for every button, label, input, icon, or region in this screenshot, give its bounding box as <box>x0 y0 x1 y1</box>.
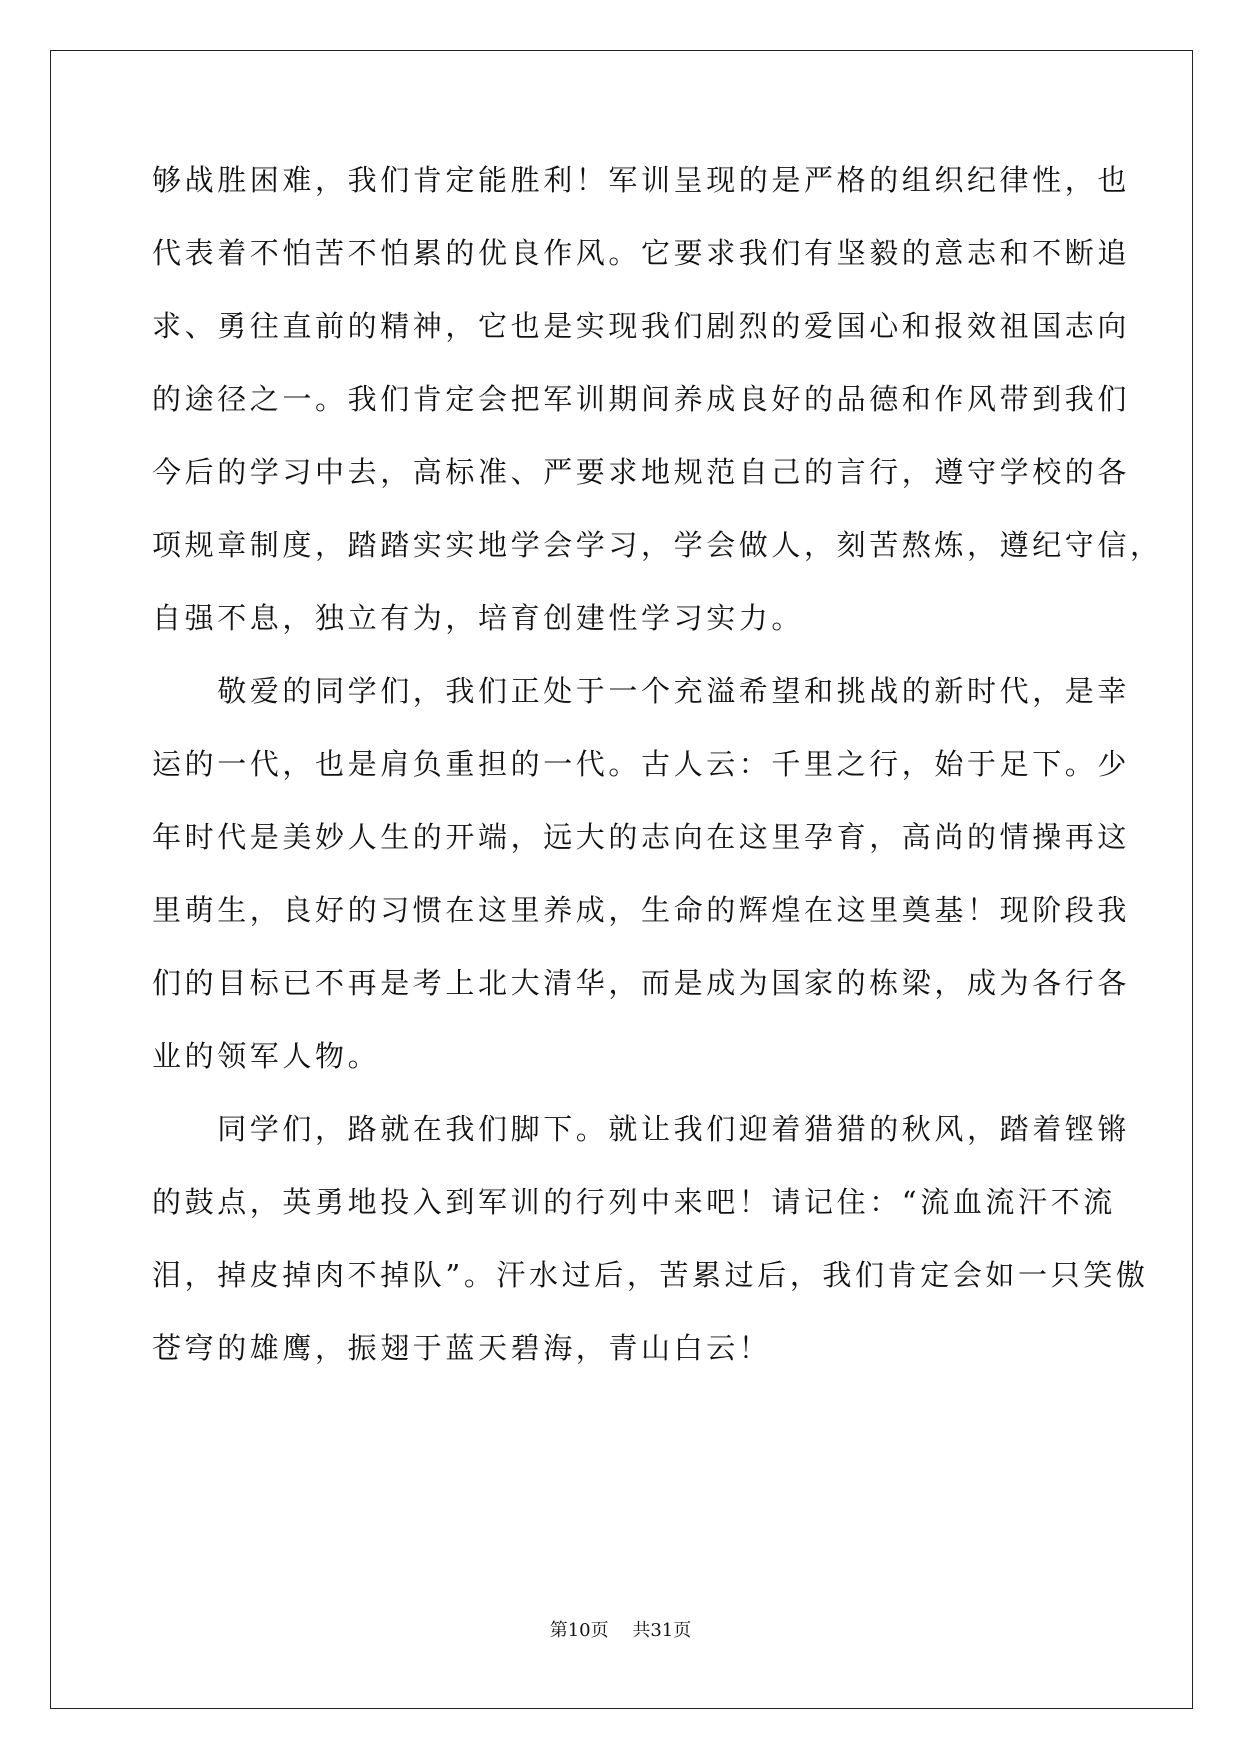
text-line: 运的一代，也是肩负重担的一代。古人云：千里之行，始于足下。少 <box>152 747 1131 781</box>
text-line: 够战胜困难，我们肯定能胜利！军训呈现的是严格的组织纪律性，也 <box>152 163 1131 197</box>
text-line: 的途径之一。我们肯定会把军训期间养成良好的品德和作风带到我们 <box>152 382 1131 416</box>
text-line: 今后的学习中去，高标准、严要求地规范自己的言行，遵守学校的各 <box>152 455 1131 489</box>
page-number-footer: 第10页 共31页 <box>549 1620 692 1641</box>
text-line: 敬爱的同学们，我们正处于一个充溢希望和挑战的新时代，是幸 <box>152 674 1131 708</box>
text-line: 苍穹的雄鹰，振翅于蓝天碧海，青山白云！ <box>152 1331 772 1365</box>
text-line: 代表着不怕苦不怕累的优良作风。它要求我们有坚毅的意志和不断追 <box>152 236 1131 270</box>
text-line: 里萌生，良好的习惯在这里养成，生命的辉煌在这里奠基！现阶段我 <box>152 893 1131 927</box>
text-line: 年时代是美妙人生的开端，远大的志向在这里孕育，高尚的情操再这 <box>152 820 1131 854</box>
text-line: 们的目标已不再是考上北大清华，而是成为国家的栋梁，成为各行各 <box>152 966 1131 1000</box>
text-line: 求、勇往直前的精神，它也是实现我们剧烈的爱国心和报效祖国志向 <box>152 309 1131 343</box>
text-line: 同学们，路就在我们脚下。就让我们迎着猎猎的秋风，踏着铿锵 <box>152 1112 1131 1146</box>
text-line: 自强不息，独立有为，培育创建性学习实力。 <box>152 601 805 635</box>
text-line: 的鼓点，英勇地投入到军训的行列中来吧！请记住：“流血流汗不流 <box>152 1185 1116 1219</box>
text-line: 项规章制度，踏踏实实地学会学习，学会做人，刻苦熬炼，遵纪守信， <box>152 528 1163 562</box>
text-line: 业的领军人物。 <box>152 1039 381 1073</box>
text-line: 泪，掉皮掉肉不掉队”。汗水过后，苦累过后，我们肯定会如一只笑傲 <box>152 1258 1149 1292</box>
page-border <box>50 50 1193 1709</box>
